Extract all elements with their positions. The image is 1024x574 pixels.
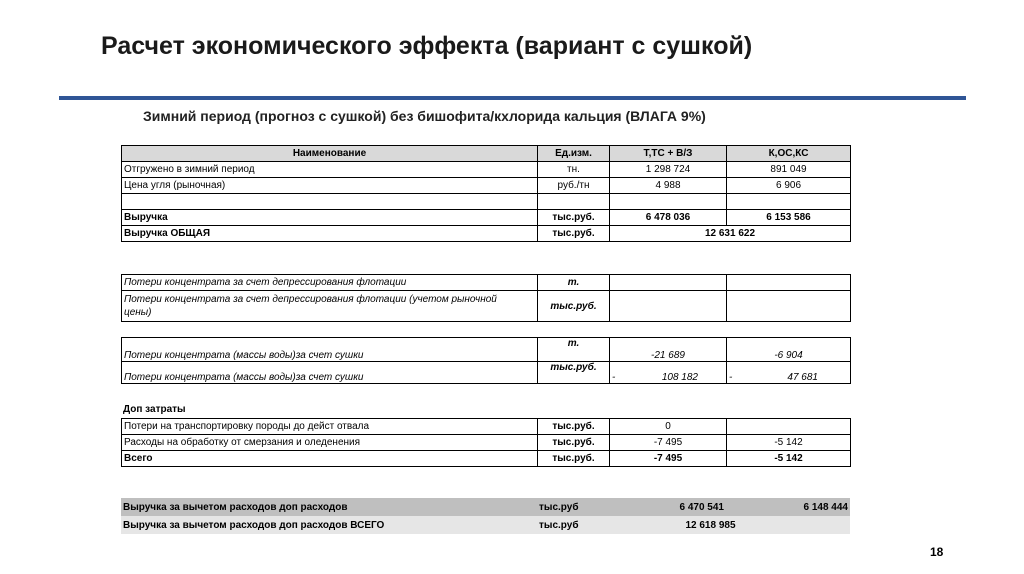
table-row: [121, 516, 850, 534]
row-unit: руб./тн: [538, 178, 610, 194]
row-value-2: -5 142: [727, 435, 851, 451]
row-value-1: - 108 182: [610, 362, 727, 384]
row-unit: тыс.руб.: [538, 419, 610, 435]
row-value-1: 6 478 036: [610, 210, 727, 226]
row-unit: тыс.руб.: [538, 226, 610, 242]
header-col1: Т,ТС + В/З: [610, 146, 727, 162]
slide-subtitle: Зимний период (прогноз с сушкой) без бишофита/кхлорида кальция (ВЛАГА 9%): [143, 108, 706, 124]
row-name: Потери концентрата за счет депрессирования флотации (учетом рыночной цены): [122, 291, 538, 322]
row-name: Выручка за вычетом расходов доп расходов: [121, 498, 537, 516]
row-unit: тыс.руб: [537, 498, 609, 516]
table-row: [122, 419, 851, 435]
row-name: Выручка: [122, 210, 538, 226]
row-name: Потери на транспортировку породы до дейст отвала: [122, 419, 538, 435]
table-row: [122, 275, 851, 291]
title-underline: [59, 96, 966, 100]
additional-costs-table: [121, 418, 851, 467]
drying-loss-table: [121, 337, 851, 384]
table-row: [122, 451, 851, 467]
revenue-table: [121, 145, 851, 242]
row-value-2: 891 049: [727, 162, 851, 178]
additional-costs-heading: Доп затраты: [123, 404, 186, 415]
row-value-2: 6 906: [727, 178, 851, 194]
header-name: Наименование: [122, 146, 538, 162]
slide-title: Расчет экономического эффекта (вариант с сушкой): [101, 32, 753, 60]
row-value-1: 4 988: [610, 178, 727, 194]
header-col2: К,ОС,КС: [727, 146, 851, 162]
row-value-2: - 47 681: [727, 362, 851, 384]
row-name: Потери концентрата за счет депрессирования флотации: [122, 275, 538, 291]
row-name: Отгружено в зимний период: [122, 162, 538, 178]
row-unit: тыс.руб: [537, 516, 609, 534]
row-value-1: -21 689: [610, 338, 727, 362]
row-name: Расходы на обработку от смерзания и оледенения: [122, 435, 538, 451]
row-value-1: 6 470 541: [609, 498, 726, 516]
table-header-row: [122, 146, 851, 162]
row-unit: т.: [538, 275, 610, 291]
summary-table: [121, 498, 850, 534]
row-total: 12 618 985: [609, 516, 850, 534]
row-unit: тыс.руб.: [538, 451, 610, 467]
table-row: [122, 291, 851, 322]
row-unit: т.: [538, 338, 610, 362]
row-name: Выручка ОБЩАЯ: [122, 226, 538, 242]
row-name: Потери концентрата (массы воды)за счет сушки: [122, 362, 538, 384]
table-row: [122, 162, 851, 178]
row-value-1: -7 495: [610, 435, 727, 451]
table-row: [122, 178, 851, 194]
table-row: [122, 210, 851, 226]
table-row: [122, 338, 851, 362]
row-unit: тыс.руб.: [538, 210, 610, 226]
table-row-empty: [122, 194, 851, 210]
page-number: 18: [930, 545, 944, 559]
row-name: Потери концентрата (массы воды)за счет сушки: [122, 338, 538, 362]
row-unit: тыс.руб.: [538, 362, 610, 384]
row-value-2: 6 153 586: [727, 210, 851, 226]
header-unit: Ед.изм.: [538, 146, 610, 162]
row-value-1: 0: [610, 419, 727, 435]
row-value-2: [727, 419, 851, 435]
table-row: [122, 362, 851, 384]
row-total: 12 631 622: [610, 226, 851, 242]
row-name: Цена угля (рыночная): [122, 178, 538, 194]
row-value-1: 1 298 724: [610, 162, 727, 178]
row-value-1: -7 495: [610, 451, 727, 467]
row-value-2: 6 148 444: [726, 498, 850, 516]
row-name: Всего: [122, 451, 538, 467]
row-name: Выручка за вычетом расходов доп расходов ВСЕГО: [121, 516, 537, 534]
table-row: [122, 226, 851, 242]
row-value-2: -6 904: [727, 338, 851, 362]
row-unit: тн.: [538, 162, 610, 178]
row-unit: тыс.руб.: [538, 291, 610, 322]
flotation-loss-table: [121, 274, 851, 322]
row-unit: тыс.руб.: [538, 435, 610, 451]
table-row: [121, 498, 850, 516]
table-row: [122, 435, 851, 451]
row-value-2: -5 142: [727, 451, 851, 467]
